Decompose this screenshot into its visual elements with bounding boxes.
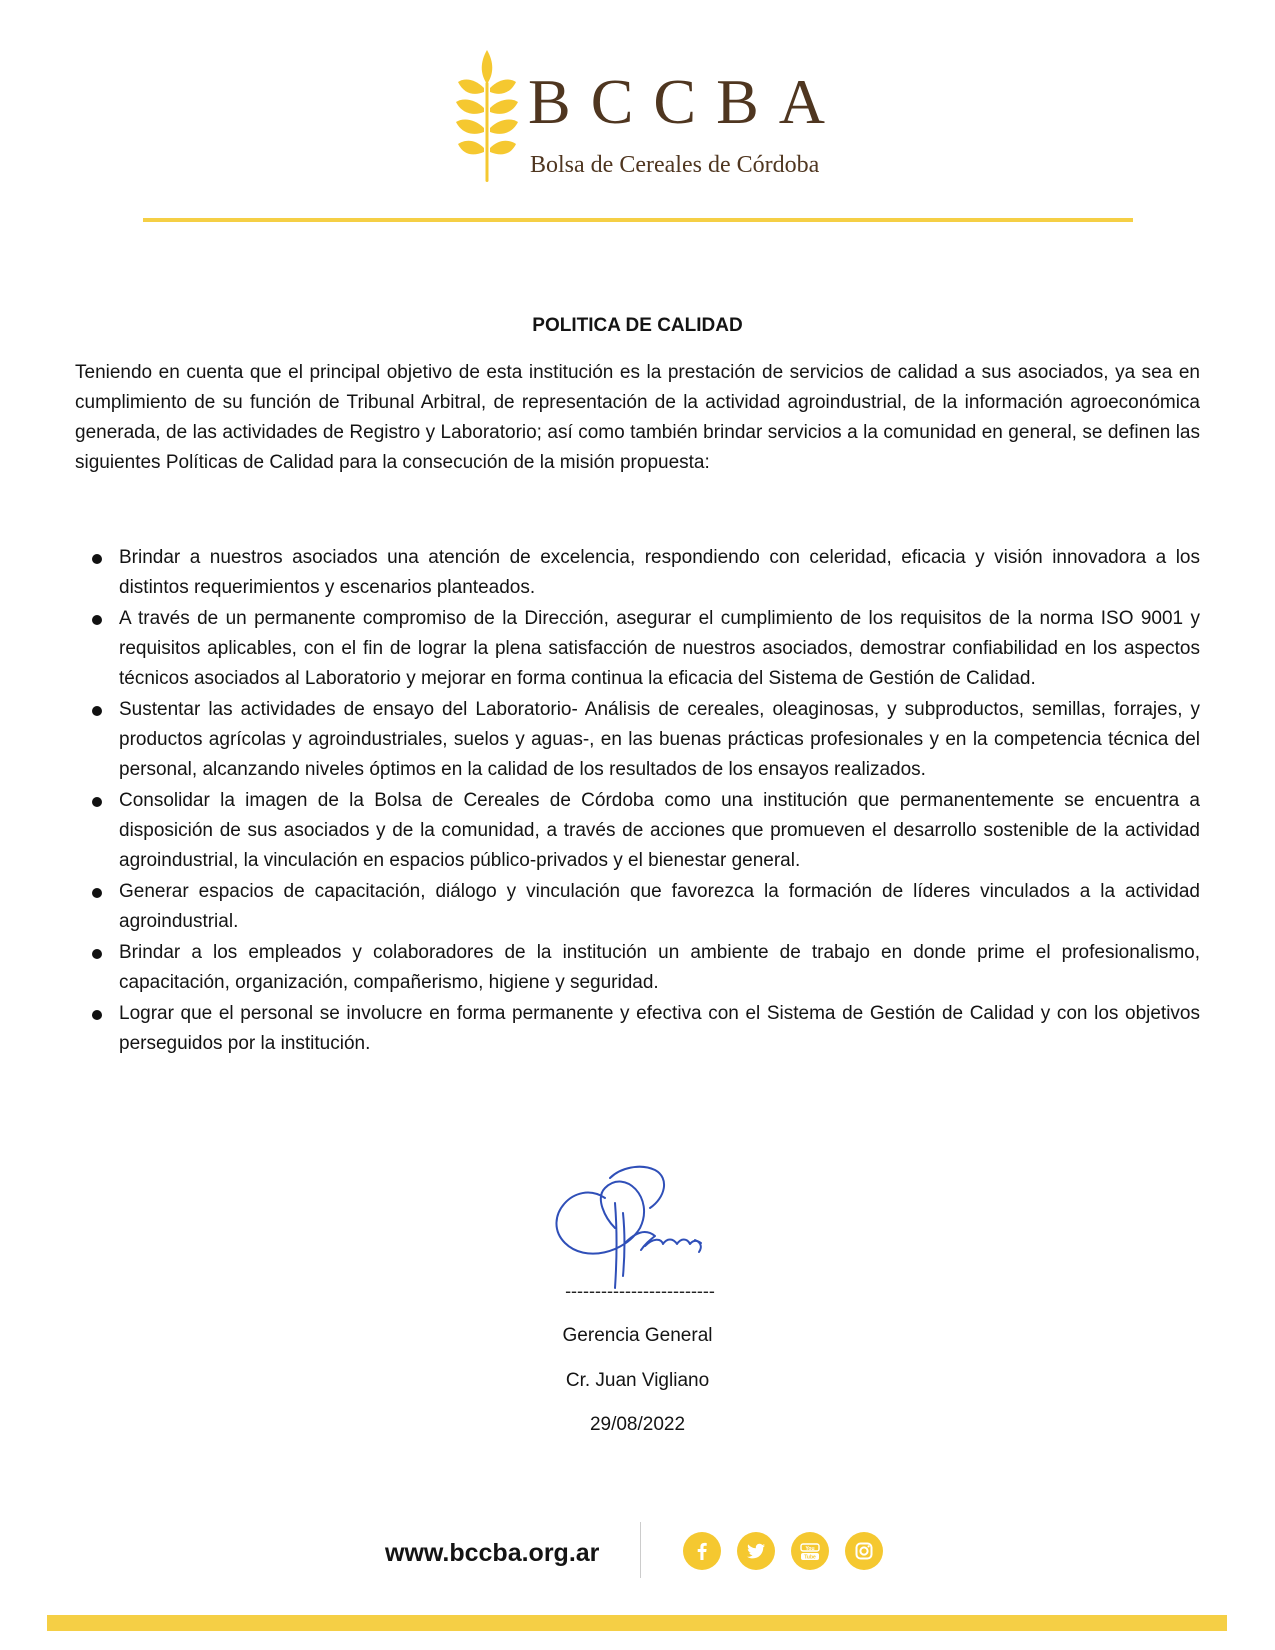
policy-text: Consolidar la imagen de la Bolsa de Cereales de Córdoba como una institución que permanentemente se encuentra a disposición de sus asociados y de la comunidad, a través de acciones que promueven el desarrollo sostenible de la actividad agroindustrial, la vinculación en espacios público-privados y el bienestar general. <box>119 790 1200 871</box>
brand-name: BCCBA <box>528 66 845 137</box>
policy-list <box>75 543 1200 1060</box>
document-title: POLITICA DE CALIDAD <box>532 315 743 336</box>
footer-divider <box>640 1522 641 1578</box>
bullet-icon <box>92 554 102 564</box>
brand-subtitle: Bolsa de Cereales de Córdoba <box>530 152 820 178</box>
twitter-icon[interactable] <box>737 1532 775 1570</box>
policy-item <box>75 604 1200 694</box>
policy-item <box>75 938 1200 998</box>
policy-text: Lograr que el personal se involucre en forma permanente y efectiva con el Sistema de Gestión de Calidad y con los objetivos perseguidos por la institución. <box>119 1003 1200 1054</box>
instagram-icon[interactable] <box>845 1532 883 1570</box>
policy-item <box>75 543 1200 603</box>
intro-paragraph: Teniendo en cuenta que el principal objetivo de esta institución es la prestación de servicios de calidad a sus asociados, ya sea en cumplimiento de su función de Tribunal Arbitral, de representación de la actividad agroindustrial, de la información agroeconómica generada, de las actividades de Registro y Laboratorio; así como también brindar servicios a la comunidad en general, se definen las siguientes Políticas de Calidad para la consecución de la misión propuesta: <box>75 362 1200 473</box>
bullet-icon <box>92 949 102 959</box>
signatory-role: Gerencia General <box>562 1325 713 1346</box>
svg-text:Tube: Tube <box>804 1554 816 1561</box>
bullet-icon <box>92 706 102 716</box>
policy-text: A través de un permanente compromiso de la Dirección, asegurar el cumplimiento de los requisitos de la norma ISO 9001 y requisitos aplicables, con el fin de lograr la plena satisfacción de nuestros asociados, demostrar confiabilidad en los aspectos técnicos asociados al Laboratorio y mejorar en forma continua la eficacia del Sistema de Gestión de Calidad. <box>119 608 1200 689</box>
svg-text:You: You <box>805 1546 815 1552</box>
policy-text: Generar espacios de capacitación, diálogo y vinculación que favorezca la formación de líderes vinculados a la actividad agroindustrial. <box>119 881 1200 932</box>
facebook-icon[interactable] <box>683 1532 721 1570</box>
youtube-icon[interactable] <box>791 1532 829 1570</box>
website-link[interactable]: www.bccba.org.ar <box>385 1539 600 1567</box>
footer-bar <box>47 1615 1227 1631</box>
policy-item <box>75 695 1200 785</box>
bullet-icon <box>92 888 102 898</box>
policy-item <box>75 999 1200 1059</box>
signatory-name: Cr. Juan Vigliano <box>565 1370 710 1391</box>
bullet-icon <box>92 615 102 625</box>
bccba-logo <box>450 48 850 188</box>
policy-text: Brindar a los empleados y colaboradores de la institución un ambiente de trabajo en donde prime el profesionalismo, capacitación, organización, compañerismo, higiene y seguridad. <box>119 942 1200 993</box>
bullet-icon <box>92 797 102 807</box>
handwritten-signature <box>545 1158 745 1298</box>
bullet-icon <box>92 1010 102 1020</box>
policy-text: Brindar a nuestros asociados una atención de excelencia, respondiendo con celeridad, eficacia y visión innovadora a los distintos requerimientos y escenarios planteados. <box>119 547 1200 598</box>
signature-line: ------------------------- <box>565 1281 715 1301</box>
document-date: 29/08/2022 <box>589 1414 686 1435</box>
policy-item <box>75 877 1200 937</box>
policy-text: Sustentar las actividades de ensayo del Laboratorio- Análisis de cereales, oleaginosas, y subproductos, semillas, forrajes, y productos agrícolas y agroindustriales, suelos y aguas-, en las buenas prácticas profesionales y en la competencia técnica del personal, alcanzando niveles óptimos en la calidad de los resultados de los ensayos realizados. <box>119 699 1200 780</box>
wheat-icon <box>450 48 524 184</box>
header-divider <box>143 218 1133 222</box>
policy-item <box>75 786 1200 876</box>
